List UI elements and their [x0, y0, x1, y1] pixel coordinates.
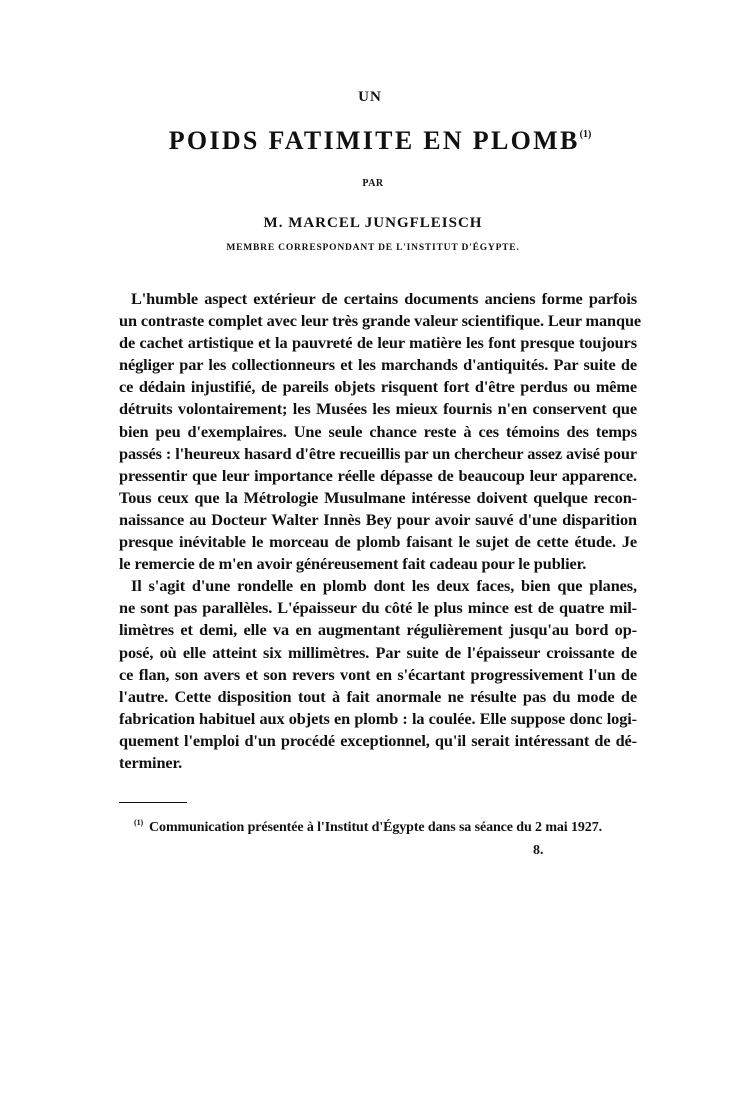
- body-line: ce dédain injustifié, de pareils objets risquent fort d'être perdus ou même: [119, 377, 637, 397]
- body-line: de cachet artistique et la pauvreté de leur matière les font presque toujours: [119, 333, 637, 353]
- body-line: pressentir que leur importance réelle dépasse de beaucoup leur apparence.: [119, 465, 637, 485]
- body-line: terminer.: [119, 752, 183, 772]
- body-line: Il s'agit d'une rondelle en plomb dont les deux faces, bien que planes,: [131, 576, 637, 596]
- body-line: Tous ceux que la Métrologie Musulmane intéresse doivent quelque recon-: [119, 487, 637, 507]
- body-line: l'autre. Cette disposition tout à fait anormale ne résulte pas du mode de: [119, 686, 637, 706]
- body-line: négliger par les collectionneurs et les marchands d'antiquités. Par suite de: [119, 355, 637, 375]
- body-line: L'humble aspect extérieur de certains documents anciens forme parfois: [131, 289, 637, 308]
- author-name: M. MARCEL JUNGFLEISCH: [263, 215, 483, 231]
- footnote-text: Communication présentée à l'Institut d'Égypte dans sa séance du 2 mai 1927.: [149, 820, 603, 835]
- body-line: fabrication habituel aux objets en plomb : la coulée. Elle suppose donc logi-: [119, 708, 637, 728]
- body-line: bien peu d'exemplaires. Une seule chance reste à ces témoins des temps: [119, 421, 637, 441]
- body-line: passés : l'heureux hasard d'être recueillis par un chercheur assez avisé pour: [119, 443, 637, 463]
- body-line: naissance au Docteur Walter Innès Bey pour avoir sauvé d'une disparition: [119, 509, 637, 529]
- body-line: détruits volontairement; les Musées les mieux fournis n'en conservent que: [119, 399, 637, 419]
- pre-title: UN: [358, 89, 382, 105]
- body-line: ne sont pas parallèles. L'épaisseur du côté le plus mince est de quatre mil-: [119, 598, 637, 618]
- page-signature: 8.: [533, 843, 544, 858]
- body-line: ce flan, son avers et son revers vont en s'écartant progressivement l'un de: [119, 664, 637, 684]
- footnote: [134, 818, 602, 836]
- body-line: un contraste complet avec leur très grande valeur scientifique. Leur manque: [119, 311, 642, 331]
- article-title: [10, 126, 740, 156]
- footnote-mark: (1): [134, 818, 144, 827]
- body-line: quement l'emploi d'un procédé exceptionnel, qu'il serait intéressant de dé-: [119, 730, 637, 750]
- body-text: [119, 288, 642, 774]
- article-title-text: POIDS FATIMITE EN PLOMB: [168, 126, 580, 155]
- title-footnote-mark[interactable]: (1): [579, 129, 592, 140]
- body-line: presque inévitable le morceau de plomb faisant le sujet de cette étude. Je: [119, 532, 637, 552]
- body-line: limètres et demi, elle va en augmentant régulièrement jusqu'au bord op-: [119, 620, 637, 640]
- body-line: posé, où elle atteint six millimètres. Par suite de l'épaisseur croissante de: [119, 642, 637, 662]
- author-affiliation: MEMBRE CORRESPONDANT DE L'INSTITUT D'ÉGYPTE.: [226, 243, 520, 253]
- footnote-divider: [119, 802, 187, 803]
- byline-par: PAR: [362, 178, 384, 189]
- body-line: le remercie de m'en avoir généreusement fait cadeau pour le publier.: [119, 554, 587, 574]
